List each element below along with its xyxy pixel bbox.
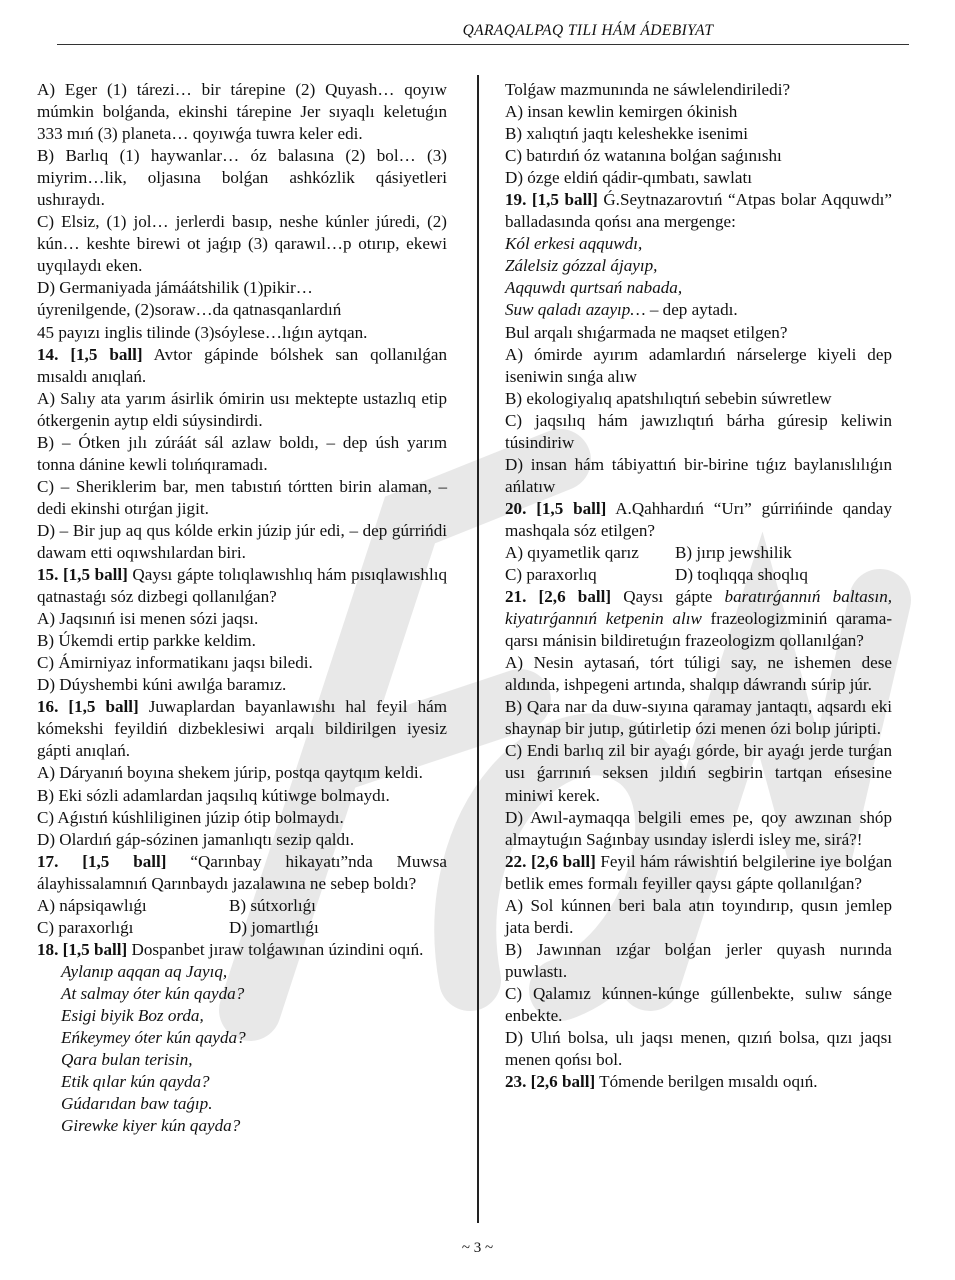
q17-option-d: D) jomartlıǵı — [229, 917, 319, 937]
q22-text: Feyil hám ráwishtiń belgilerine iye bolǵan betlik emes formalı feyiller qaysı gápte qollanılǵan? — [505, 851, 893, 893]
verse-line: Kól erkesi aqquwdı, — [505, 234, 643, 254]
q14-option-b: B) – Ótken jılı zúráát sál azlaw boldı, – dep úsh yarım tonna dánine kewli tolıńqıramadı. — [37, 432, 447, 474]
header-title: QARAQALPAQ TILI HÁM ÁDEBIYAT — [462, 22, 714, 39]
q14-option-d: D) – Bir jup aq qus kólde erkin júzip júr edi, – dep gúrrińdi dawam etti oqıwshılardan biri. — [37, 520, 447, 562]
q15-option-d: D) Dúyshembi kúni awılǵa baramız. — [37, 675, 287, 695]
page-number: ~ 3 ~ — [461, 1240, 494, 1256]
verse-line: Zálelsiz gózzal ájayıp, — [505, 256, 658, 276]
q19-option-a: A) ómirde ayırım adamlardıń nárselerge kiyeli dep iseniwin sınǵa alıw — [505, 344, 892, 386]
q19-number: 19. [1,5 ball] — [505, 190, 598, 210]
verse-line: Esigi biyik Boz orda, — [61, 1005, 204, 1025]
q20-text: A.Qahhardıń “Urı” gúrrińinde qanday mashqala sóz etilgen? — [505, 498, 892, 540]
q17-options-row-2 — [37, 917, 447, 939]
question-14 — [37, 344, 447, 388]
q15-text: Qaysı gápte tolıqlawıshlıq hám pısıqlawıshlıq qatnastaǵı sóz dizbegi qollanılǵan? — [37, 565, 448, 607]
question-23 — [505, 1071, 892, 1093]
q19-verse-tail: – dep aytadı. — [645, 300, 738, 320]
q20-options-row-2 — [505, 564, 892, 586]
verse-line: Aylanıp aqqan aq Jayıq, — [61, 961, 228, 981]
q22-option-c: C) Qalamız kúnnen-kúnge gúllenbekte, sulıw sánge enbekte. — [505, 983, 892, 1025]
q23-number: 23. [2,6 ball] — [505, 1072, 596, 1092]
question-17 — [37, 851, 447, 895]
verse-line: Qara bulan terisin, — [61, 1050, 193, 1070]
q14-option-a: A) Salıy ata yarım ásirlik ómirin usı mektepte ustazlıq etip ótkergenin aytıp eldi súysindirdi. — [37, 388, 447, 430]
q20-number: 20. [1,5 ball] — [505, 498, 607, 518]
question-19 — [505, 189, 892, 233]
q18-option-a: A) insan kewlin kemirgen ókinish — [505, 102, 738, 122]
q19-question: Bul arqalı shıǵarmada ne maqset etilgen? — [505, 322, 788, 342]
q21-text-after: frazeologizminiń qarama-qarsı mánisin bildiretuǵın frazeologizm qollanılǵan? — [505, 609, 893, 651]
column-divider — [477, 75, 479, 1223]
q22-option-b: B) Jawınnan ızǵar bolǵan jerler quyash nurında puwlastı. — [505, 939, 892, 981]
left-column — [37, 79, 447, 1137]
verse-line: Eńkeymey óter kún qayda? — [61, 1028, 246, 1048]
q18-text: Dospanbet jıraw tolǵawınan úzindini oqıń. — [127, 939, 424, 959]
verse-line: Girewke kiyer kún qayda? — [61, 1116, 241, 1136]
q16-option-b: B) Eki sózli adamlardan jaqsılıq kútiwge bolmaydı. — [37, 785, 390, 805]
question-16 — [37, 696, 447, 762]
q21-phrase: baratırǵannıń baltasın, kiyatırǵannıń ketpenin alıw — [505, 587, 893, 629]
q13-option-d-line2: úyrenilgende, (2)soraw…da qatnasqanlardıń — [37, 300, 342, 320]
q17-options-row-1 — [37, 895, 447, 917]
verse-line: Suw qaladı azayıp… — [505, 300, 646, 320]
q16-text: Juwaplardan bayanlawıshı hal feyil hám kómekshi feyildiń dizbeklesiwi arqalı bildirilgen iyesiz gápti anıqlań. — [37, 697, 447, 761]
page-header — [57, 18, 909, 45]
q22-number: 22. [2,6 ball] — [505, 851, 596, 871]
verse-line: Etik qılar kún qayda? — [61, 1072, 210, 1092]
q20-options-row-1 — [505, 542, 892, 564]
q20-option-a: A) qıyametlik qarız — [505, 542, 639, 562]
q20-option-d: D) toqlıqqa shoqlıq — [675, 565, 808, 585]
q17-text: “Qarınbay hikayatı”nda Muwsa álayhissalamnıń Qarınbaydı jazalawına ne sebep boldı? — [37, 851, 448, 893]
q15-option-a: A) Jaqsınıń isi menen sózi jaqsı. — [37, 609, 259, 629]
q19-text: Ǵ.Seytnazarovtıń “Atpas bolar Aqquwdı” balladasında qońsı ana mergenge: — [505, 190, 892, 232]
q17-option-b: B) sútxorlıǵı — [229, 895, 316, 915]
q19-option-b: B) ekologiyalıq apatshılıqtıń sebebin súwretlew — [505, 388, 832, 408]
q15-number: 15. [1,5 ball] — [37, 565, 128, 585]
question-22 — [505, 851, 892, 895]
q18-number: 18. [1,5 ball] — [37, 939, 128, 959]
q20-option-b: B) jırıp jewshilik — [675, 542, 792, 562]
q17-option-a: A) nápsiqawlıǵı — [37, 895, 147, 915]
q19-option-c: C) jaqsılıq hám jawızlıqtıń bárha gúresip keliwin túsindiriw — [505, 410, 892, 452]
q21-option-d: D) Awıl-aymaqqa belgili emes pe, qoy awzınan shóp almaytuǵın Saǵınbay usınday islerdi isley me, sirá?! — [505, 807, 892, 849]
verse-line: Gúdarıdan baw taǵıp. — [61, 1094, 213, 1114]
q18-option-c: C) batırdıń óz watanına bolǵan saǵınıshı — [505, 146, 782, 166]
q20-option-c: C) paraxorlıq — [505, 565, 597, 585]
q16-option-a: A) Dáryanıń boyına shekem júrip, postqa qaytqım keldi. — [37, 763, 423, 783]
q16-option-d: D) Olardıń gáp-sózinen jamanlıqtı sezip qaldı. — [37, 829, 355, 849]
q16-number: 16. [1,5 ball] — [37, 697, 139, 717]
q14-text: Avtor gápinde bólshek san qollanılǵan mısaldı anıqlań. — [37, 344, 448, 386]
q18-verse — [37, 961, 447, 1137]
q14-number: 14. [1,5 ball] — [37, 344, 143, 364]
q19-verse-last — [505, 299, 892, 321]
q21-option-c: C) Endi barlıq zil bir ayaǵı górde, bir ayaǵı jerde turǵan usı ǵarrınıń seksen jıldıń segbirin tartqan eńsesine miniwi kerek. — [505, 741, 892, 805]
question-18 — [37, 939, 447, 961]
q21-number: 21. [2,6 ball] — [505, 587, 612, 607]
q13-option-d-line1: D) Germaniyada jámáátshilik (1)pikir… — [37, 278, 313, 298]
q13-option-a: A) Eger (1) tárezi… bir tárepine (2) Quyash… qoyıw múmkin bolǵanda, ekinshi tárepine Jer sıyaqlı keletuǵın 333 mıń (3) planeta… qoyıwǵa tuwra keler edi. — [37, 80, 447, 144]
q15-option-c: C) Ámirniyaz informatikanı jaqsı biledi. — [37, 653, 313, 673]
q13-option-b: B) Barlıq (1) haywanlar… óz balasına (2) bol… (3) miyrim…lik, oljasına bolǵan ashkózlik qásiyetleri ushıraydı. — [37, 146, 447, 210]
q22-option-a: A) Sol kúnnen beri bala atın toyındırıp, qusın jemlep jata berdi. — [505, 895, 892, 937]
q18-option-b: B) xalıqtıń jaqtı keleshekke isenimi — [505, 124, 749, 144]
q18-question: Tolǵaw mazmunında ne sáwlelendiriledi? — [505, 80, 791, 99]
q19-verse — [505, 233, 892, 299]
q21-option-b: B) Qara nar da duw-sıyına qaramay jantaqtı, aqsardı eki shaynap bir jutıp, gútirletip ózi menen ózi bolıp júripti. — [505, 697, 892, 739]
q21-text-before: Qaysı gápte — [611, 587, 725, 607]
q13-option-d-line3: 45 payızı inglis tilinde (3)sóylese…lıǵın aytqan. — [37, 322, 368, 342]
q14-option-c: C) – Sheriklerim bar, men tabıstıń tórtten birin alaman, – dedi ekinshi otırǵan jigit. — [37, 476, 447, 518]
q19-option-d: D) insan hám tábiyattıń bir-birine tıǵız baylanıslılıǵın ańlatıw — [505, 454, 892, 496]
q15-option-b: B) Úkemdi ertip parkke keldim. — [37, 631, 256, 651]
q21-option-a: A) Nesin aytasań, tórt túligi say, ne ishemen dese aldında, ishpegeni artında, shalqıp dáwrandı súrip júr. — [505, 653, 892, 695]
right-column — [505, 79, 892, 1093]
q22-option-d: D) Ulıń bolsa, ulı jaqsı menen, qızıń bolsa, qızı jaqsı menen qońsı bol. — [505, 1028, 892, 1070]
q23-text: Tómende berilgen mısaldı oqıń. — [595, 1072, 818, 1092]
q17-option-c: C) paraxorlıǵı — [37, 917, 134, 937]
question-15 — [37, 564, 447, 608]
q13-option-c: C) Elsiz, (1) jol… jerlerdi basıp, neshe kúnler júredi, (2) kún… keshte birewi ot jaǵıp (3) qarawıl…p otırıp, ekewi uyqılaydı eken. — [37, 212, 447, 276]
verse-line: Aqquwdı qurtsań nabada, — [505, 278, 683, 298]
verse-line: At salmay óter kún qayda? — [61, 983, 245, 1003]
question-21 — [505, 586, 892, 652]
question-20 — [505, 498, 892, 542]
q17-number: 17. [1,5 ball] — [37, 851, 167, 871]
q16-option-c: C) Aǵıstıń kúshliliginen júzip ótip bolmaydı. — [37, 807, 344, 827]
q18-option-d: D) ózge eldiń qádir-qımbatı, sawlatı — [505, 168, 752, 188]
